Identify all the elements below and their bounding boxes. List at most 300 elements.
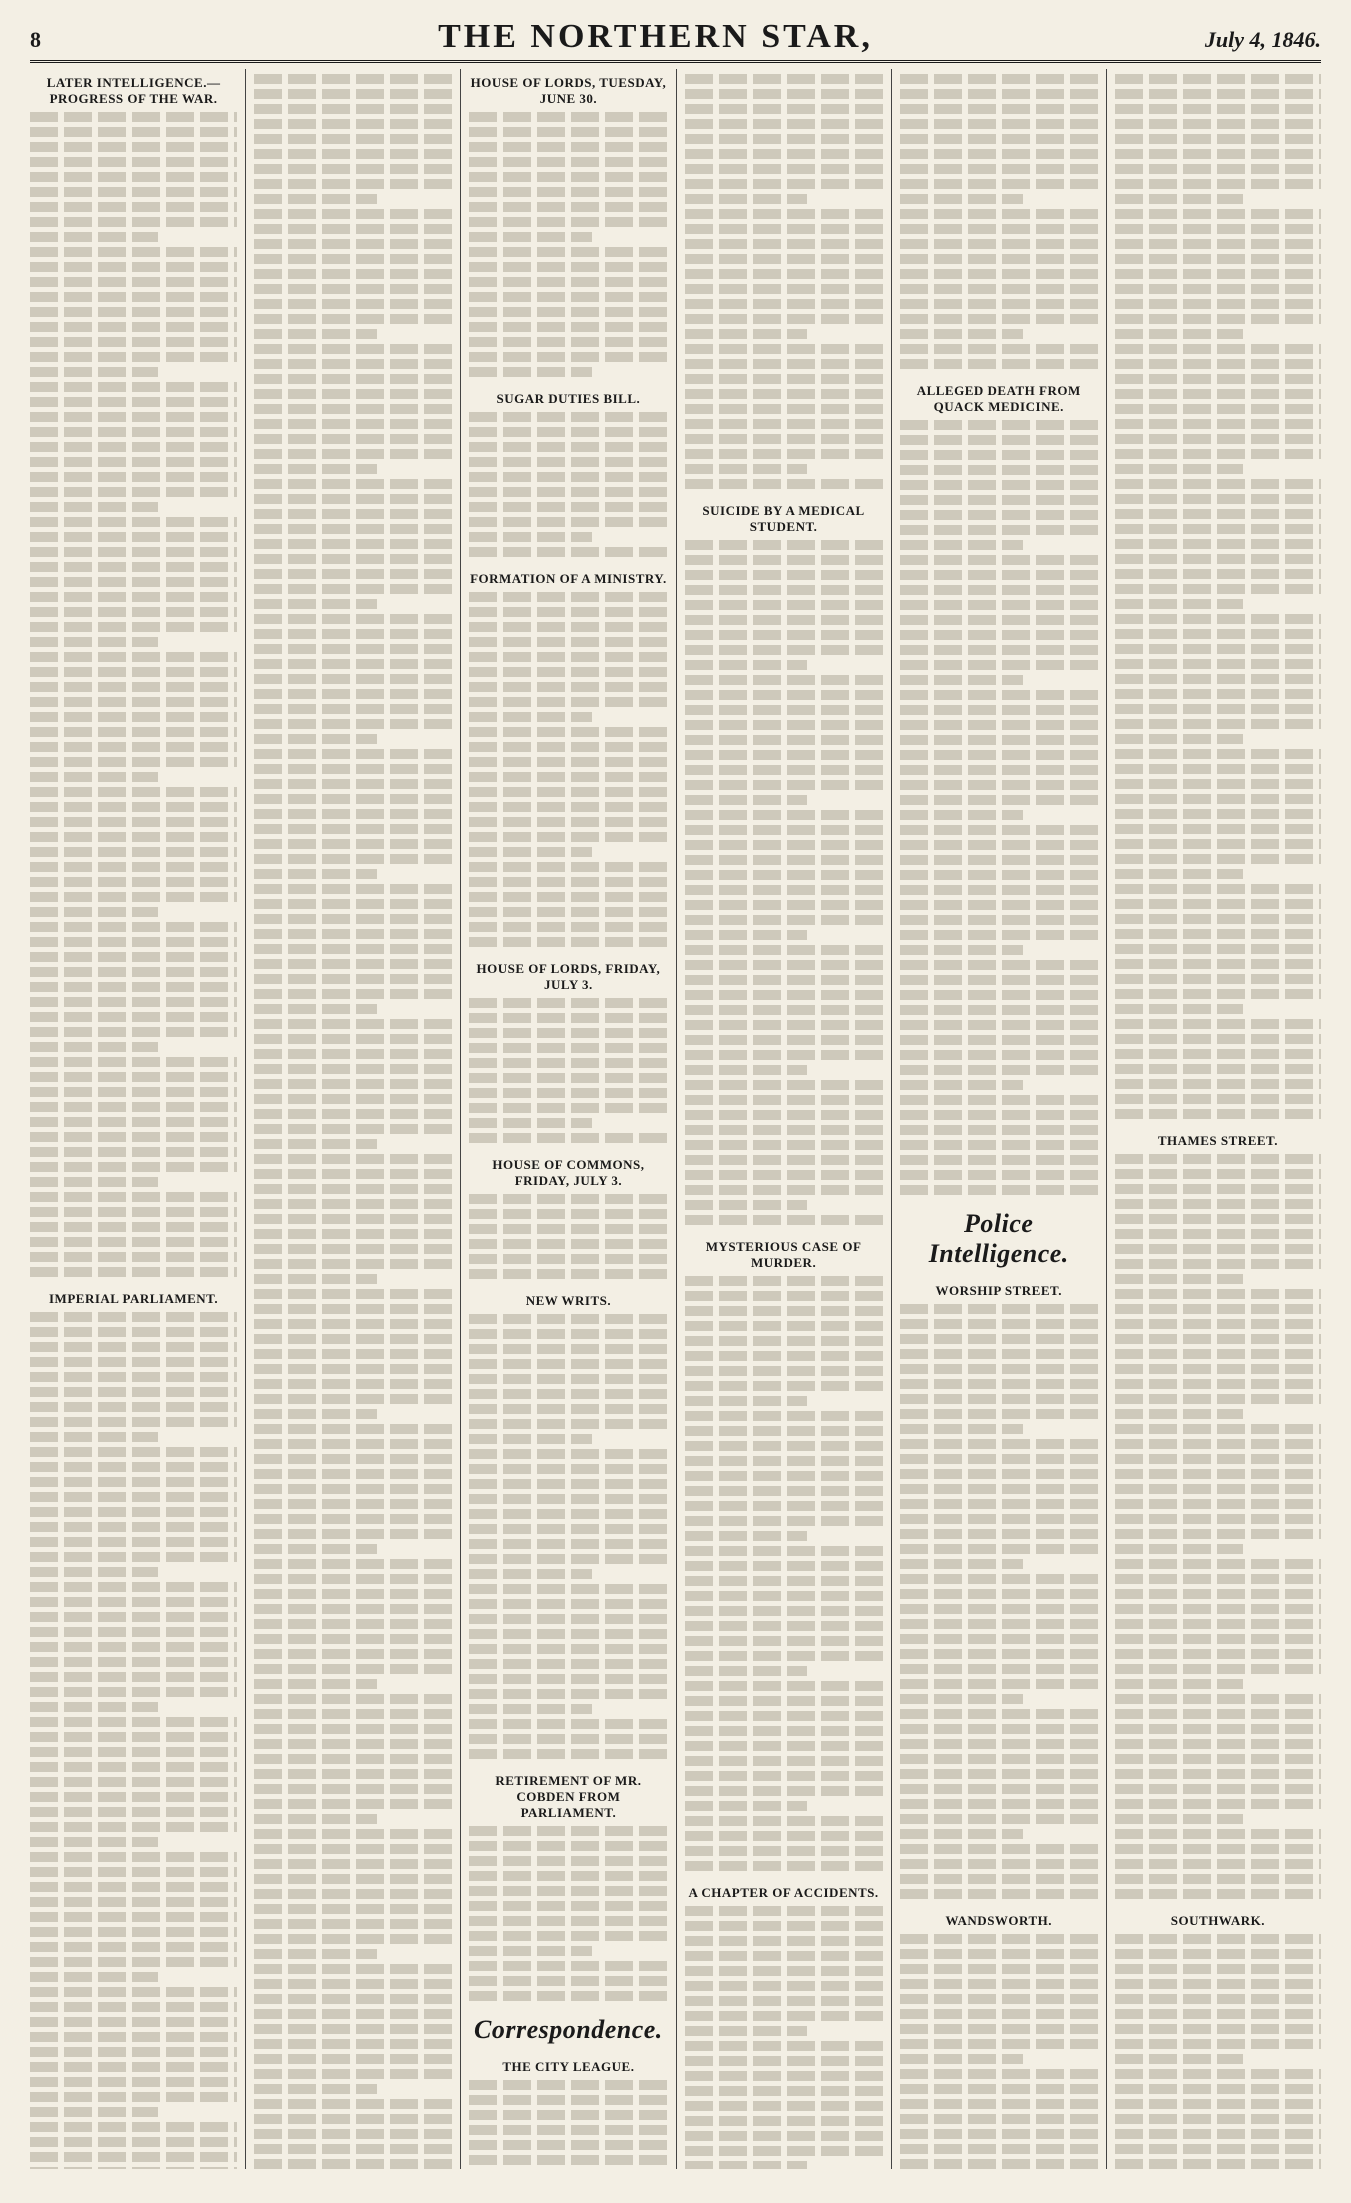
text-line-placeholder xyxy=(30,1207,237,1217)
text-line-placeholder xyxy=(900,615,1098,625)
text-line-placeholder xyxy=(900,1709,1098,1719)
text-line-placeholder xyxy=(685,269,883,279)
text-line-placeholder xyxy=(30,1432,158,1442)
text-line-placeholder xyxy=(30,1807,237,1817)
text-line-placeholder xyxy=(1115,1109,1321,1119)
text-line-placeholder xyxy=(1115,209,1321,219)
text-line-placeholder xyxy=(254,2129,452,2139)
text-line-placeholder xyxy=(254,254,452,264)
text-line-placeholder xyxy=(469,1826,667,1836)
text-line-placeholder xyxy=(254,1049,452,1059)
text-line-placeholder xyxy=(254,809,452,819)
text-line-placeholder xyxy=(1115,824,1321,834)
text-line-placeholder xyxy=(1115,389,1321,399)
text-line-placeholder xyxy=(254,989,452,999)
text-line-placeholder xyxy=(1115,1409,1243,1419)
text-line-placeholder xyxy=(254,584,452,594)
text-line-placeholder xyxy=(30,472,237,482)
text-line-placeholder xyxy=(30,1627,237,1637)
text-line-placeholder xyxy=(30,1162,237,1172)
text-line-placeholder xyxy=(900,570,1098,580)
text-line-placeholder xyxy=(254,869,377,879)
text-line-placeholder xyxy=(685,359,883,369)
text-line-placeholder xyxy=(900,1784,1098,1794)
text-line-placeholder xyxy=(900,1589,1098,1599)
text-line-placeholder xyxy=(469,1449,667,1459)
text-line-placeholder xyxy=(685,1546,883,1556)
text-line-placeholder xyxy=(469,937,667,947)
text-line-placeholder xyxy=(254,1979,452,1989)
text-line-placeholder xyxy=(469,697,667,707)
text-line-placeholder xyxy=(469,427,667,437)
text-line-placeholder xyxy=(30,2092,237,2102)
text-line-placeholder xyxy=(469,1404,667,1414)
text-line-placeholder xyxy=(254,359,452,369)
text-line-placeholder xyxy=(30,772,158,782)
text-line-placeholder xyxy=(1115,869,1243,879)
text-line-placeholder xyxy=(1115,1004,1243,1014)
text-line-placeholder xyxy=(900,1769,1098,1779)
text-line-placeholder xyxy=(254,374,452,384)
article xyxy=(469,571,667,947)
text-line-placeholder xyxy=(30,292,237,302)
column-3 xyxy=(460,69,675,2169)
article xyxy=(900,1209,1098,1269)
text-line-placeholder xyxy=(685,434,883,444)
text-line-placeholder xyxy=(900,1319,1098,1329)
text-line-placeholder xyxy=(254,1769,452,1779)
text-line-placeholder xyxy=(685,389,883,399)
text-line-placeholder xyxy=(469,367,592,377)
text-line-placeholder xyxy=(469,757,667,767)
text-line-placeholder xyxy=(900,1304,1098,1314)
text-line-placeholder xyxy=(469,1494,667,1504)
text-line-placeholder xyxy=(30,337,237,347)
article xyxy=(685,1239,883,1871)
text-line-placeholder xyxy=(254,929,452,939)
text-line-placeholder xyxy=(30,532,237,542)
text-line-placeholder xyxy=(900,2024,1098,2034)
article xyxy=(30,75,237,1277)
text-line-placeholder xyxy=(30,2077,237,2087)
text-line-placeholder xyxy=(1115,194,1243,204)
text-line-placeholder xyxy=(254,2009,452,2019)
text-line-placeholder xyxy=(900,1979,1098,1989)
text-line-placeholder xyxy=(254,1214,452,1224)
text-line-placeholder xyxy=(30,1792,237,1802)
text-line-placeholder xyxy=(1115,1949,1321,1959)
text-line-placeholder xyxy=(254,1514,452,1524)
text-line-placeholder xyxy=(685,1966,883,1976)
text-line-placeholder xyxy=(900,1454,1098,1464)
text-line-placeholder xyxy=(254,749,452,759)
text-line-placeholder xyxy=(469,998,667,1008)
text-line-placeholder xyxy=(30,1927,237,1937)
text-line-placeholder xyxy=(900,870,1098,880)
text-line-placeholder xyxy=(685,1200,808,1210)
article-heading: SOUTHWARK. xyxy=(1170,1913,1266,1928)
text-line-placeholder xyxy=(30,937,237,947)
paper-title: THE NORTHERN STAR, xyxy=(438,18,873,55)
text-line-placeholder xyxy=(1115,1319,1321,1329)
text-line-placeholder xyxy=(469,742,667,752)
text-line-placeholder xyxy=(900,1349,1098,1359)
text-line-placeholder xyxy=(254,719,452,729)
text-line-placeholder xyxy=(900,2039,1098,2049)
text-line-placeholder xyxy=(30,1462,237,1472)
text-line-placeholder xyxy=(254,704,452,714)
text-line-placeholder xyxy=(685,1396,808,1406)
text-line-placeholder xyxy=(254,569,452,579)
text-line-placeholder xyxy=(685,960,883,970)
article-heading: RETIREMENT OF MR. COBDEN FROM PARLIAMENT. xyxy=(495,1773,642,1820)
text-line-placeholder xyxy=(900,1559,1023,1569)
text-line-placeholder xyxy=(30,1882,237,1892)
article-heading: HOUSE OF LORDS, TUESDAY, JUNE 30. xyxy=(470,75,667,106)
text-line-placeholder xyxy=(900,209,1098,219)
text-line-placeholder xyxy=(30,1777,237,1787)
text-line-placeholder xyxy=(685,1501,883,1511)
text-line-placeholder xyxy=(254,1814,377,1824)
text-line-placeholder xyxy=(469,1961,667,1971)
text-line-placeholder xyxy=(469,1644,667,1654)
text-line-placeholder xyxy=(469,787,667,797)
text-line-placeholder xyxy=(1115,719,1321,729)
text-line-placeholder xyxy=(30,562,237,572)
text-line-placeholder xyxy=(900,1170,1098,1180)
text-line-placeholder xyxy=(900,224,1098,234)
article xyxy=(469,2015,667,2045)
text-line-placeholder xyxy=(30,1987,237,1997)
text-line-placeholder xyxy=(469,247,667,257)
text-line-placeholder xyxy=(1115,1829,1321,1839)
text-line-placeholder xyxy=(254,1439,452,1449)
text-line-placeholder xyxy=(469,1719,667,1729)
text-line-placeholder xyxy=(254,1259,452,1269)
text-line-placeholder xyxy=(900,1439,1098,1449)
text-line-placeholder xyxy=(900,720,1098,730)
text-line-placeholder xyxy=(254,764,452,774)
text-line-placeholder xyxy=(900,1844,1098,1854)
text-line-placeholder xyxy=(30,832,237,842)
text-line-placeholder xyxy=(685,404,883,414)
text-line-placeholder xyxy=(469,1359,667,1369)
text-line-placeholder xyxy=(685,1576,883,1586)
text-line-placeholder xyxy=(1115,1499,1321,1509)
text-line-placeholder xyxy=(900,945,1023,955)
text-line-placeholder xyxy=(1115,2129,1321,2139)
text-line-placeholder xyxy=(30,172,237,182)
text-line-placeholder xyxy=(254,1739,452,1749)
text-line-placeholder xyxy=(469,1916,667,1926)
text-line-placeholder xyxy=(1115,1094,1321,1104)
text-line-placeholder xyxy=(685,2041,883,2051)
text-line-placeholder xyxy=(30,1867,237,1877)
text-line-placeholder xyxy=(469,172,667,182)
text-line-placeholder xyxy=(30,2017,237,2027)
text-line-placeholder xyxy=(685,149,883,159)
text-line-placeholder xyxy=(900,2054,1023,2064)
text-line-placeholder xyxy=(254,1724,452,1734)
text-line-placeholder xyxy=(1115,959,1321,969)
text-line-placeholder xyxy=(1115,899,1321,909)
text-line-placeholder xyxy=(254,599,377,609)
column-4 xyxy=(676,69,891,2169)
text-line-placeholder xyxy=(685,1816,883,1826)
text-line-placeholder xyxy=(1115,1169,1321,1179)
text-line-placeholder xyxy=(469,1931,667,1941)
text-line-placeholder xyxy=(685,449,883,459)
text-line-placeholder xyxy=(30,277,237,287)
text-line-placeholder xyxy=(1115,839,1321,849)
text-line-placeholder xyxy=(254,2039,452,2049)
text-line-placeholder xyxy=(469,1329,667,1339)
text-line-placeholder xyxy=(685,2071,883,2081)
text-line-placeholder xyxy=(900,149,1098,159)
text-line-placeholder xyxy=(254,1784,452,1794)
text-line-placeholder xyxy=(30,1042,158,1052)
text-line-placeholder xyxy=(685,570,883,580)
text-line-placeholder xyxy=(685,164,883,174)
text-line-placeholder xyxy=(30,352,237,362)
text-line-placeholder xyxy=(685,795,808,805)
text-line-placeholder xyxy=(30,1417,237,1427)
text-line-placeholder xyxy=(30,1702,158,1712)
text-line-placeholder xyxy=(685,2101,883,2111)
text-line-placeholder xyxy=(1115,794,1321,804)
text-line-placeholder xyxy=(685,2116,883,2126)
text-line-placeholder xyxy=(30,547,237,557)
text-line-placeholder xyxy=(1115,1634,1321,1644)
text-line-placeholder xyxy=(254,1349,452,1359)
article xyxy=(900,74,1098,369)
article xyxy=(900,1283,1098,1899)
text-line-placeholder xyxy=(685,705,883,715)
text-line-placeholder xyxy=(30,1507,237,1517)
text-line-placeholder xyxy=(900,1125,1098,1135)
text-line-placeholder xyxy=(685,1696,883,1706)
text-line-placeholder xyxy=(469,1088,667,1098)
text-line-placeholder xyxy=(1115,314,1321,324)
text-line-placeholder xyxy=(254,299,452,309)
text-line-placeholder xyxy=(685,464,808,474)
text-line-placeholder xyxy=(900,1934,1098,1944)
text-line-placeholder xyxy=(469,652,667,662)
text-line-placeholder xyxy=(469,1539,667,1549)
text-line-placeholder xyxy=(685,780,883,790)
text-line-placeholder xyxy=(900,314,1098,324)
text-line-placeholder xyxy=(1115,1574,1321,1584)
text-line-placeholder xyxy=(30,397,237,407)
text-line-placeholder xyxy=(469,127,667,137)
text-line-placeholder xyxy=(1115,119,1321,129)
text-line-placeholder xyxy=(1115,1154,1321,1164)
text-line-placeholder xyxy=(254,1829,452,1839)
text-line-placeholder xyxy=(1115,2099,1321,2109)
text-line-placeholder xyxy=(469,1569,592,1579)
text-line-placeholder xyxy=(254,1064,452,1074)
text-line-placeholder xyxy=(685,1771,883,1781)
text-line-placeholder xyxy=(1115,989,1321,999)
text-line-placeholder xyxy=(685,1095,883,1105)
text-line-placeholder xyxy=(469,1991,667,2001)
text-line-placeholder xyxy=(900,1409,1098,1419)
text-line-placeholder xyxy=(900,2009,1098,2019)
text-line-placeholder xyxy=(1115,1769,1321,1779)
text-line-placeholder xyxy=(469,907,667,917)
text-line-placeholder xyxy=(469,667,667,677)
text-line-placeholder xyxy=(685,374,883,384)
text-line-placeholder xyxy=(30,712,237,722)
text-line-placeholder xyxy=(685,1125,883,1135)
text-line-placeholder xyxy=(469,2110,667,2120)
article xyxy=(900,1913,1098,2169)
text-line-placeholder xyxy=(685,1591,883,1601)
text-line-placeholder xyxy=(469,1734,667,1744)
text-line-placeholder xyxy=(30,1342,237,1352)
text-line-placeholder xyxy=(685,810,883,820)
text-line-placeholder xyxy=(30,1597,237,1607)
text-line-placeholder xyxy=(30,787,237,797)
text-line-placeholder xyxy=(254,1319,452,1329)
article xyxy=(900,383,1098,1195)
text-line-placeholder xyxy=(900,1574,1098,1584)
text-line-placeholder xyxy=(1115,929,1321,939)
text-line-placeholder xyxy=(30,1252,237,1262)
text-line-placeholder xyxy=(900,1050,1098,1060)
text-line-placeholder xyxy=(900,750,1098,760)
text-line-placeholder xyxy=(254,1109,452,1119)
text-line-placeholder xyxy=(254,674,452,684)
text-line-placeholder xyxy=(469,472,667,482)
text-line-placeholder xyxy=(469,877,667,887)
text-line-placeholder xyxy=(254,914,452,924)
text-line-placeholder xyxy=(469,1674,667,1684)
text-line-placeholder xyxy=(469,1058,667,1068)
text-line-placeholder xyxy=(1115,134,1321,144)
text-line-placeholder xyxy=(469,1871,667,1881)
text-line-placeholder xyxy=(685,2056,883,2066)
text-line-placeholder xyxy=(685,945,883,955)
text-line-placeholder xyxy=(900,1829,1023,1839)
text-line-placeholder xyxy=(469,862,667,872)
text-line-placeholder xyxy=(254,1034,452,1044)
text-line-placeholder xyxy=(30,2032,237,2042)
text-line-placeholder xyxy=(1115,764,1321,774)
text-line-placeholder xyxy=(685,540,883,550)
text-line-placeholder xyxy=(685,1336,883,1346)
text-line-placeholder xyxy=(685,1996,883,2006)
text-line-placeholder xyxy=(1115,239,1321,249)
text-line-placeholder xyxy=(30,1357,237,1367)
text-line-placeholder xyxy=(900,1964,1098,1974)
article xyxy=(469,961,667,1143)
text-line-placeholder xyxy=(900,510,1098,520)
text-line-placeholder xyxy=(30,967,237,977)
text-line-placeholder xyxy=(900,2099,1098,2109)
text-line-placeholder xyxy=(685,239,883,249)
text-line-placeholder xyxy=(469,277,667,287)
text-line-placeholder xyxy=(469,2095,667,2105)
text-line-placeholder xyxy=(254,1664,452,1674)
text-line-placeholder xyxy=(254,1874,452,1884)
text-line-placeholder xyxy=(254,1154,452,1164)
text-line-placeholder xyxy=(900,1334,1098,1344)
text-line-placeholder xyxy=(469,187,667,197)
text-line-placeholder xyxy=(1115,1349,1321,1359)
text-line-placeholder xyxy=(469,622,667,632)
text-line-placeholder xyxy=(1115,2159,1321,2169)
text-line-placeholder xyxy=(254,419,452,429)
text-line-placeholder xyxy=(685,555,883,565)
article-heading: WORSHIP STREET. xyxy=(935,1283,1062,1298)
text-line-placeholder xyxy=(30,157,237,167)
text-line-placeholder xyxy=(685,1366,883,1376)
text-line-placeholder xyxy=(685,344,883,354)
text-line-placeholder xyxy=(30,1537,237,1547)
text-line-placeholder xyxy=(30,682,237,692)
text-line-placeholder xyxy=(254,209,452,219)
article xyxy=(685,74,883,489)
text-line-placeholder xyxy=(1115,599,1243,609)
text-line-placeholder xyxy=(1115,479,1321,489)
text-line-placeholder xyxy=(469,2140,667,2150)
text-line-placeholder xyxy=(900,1080,1023,1090)
text-line-placeholder xyxy=(900,915,1098,925)
text-line-placeholder xyxy=(30,592,237,602)
text-line-placeholder xyxy=(685,1456,883,1466)
article-heading: THAMES STREET. xyxy=(1157,1133,1278,1148)
text-line-placeholder xyxy=(254,1574,452,1584)
text-line-placeholder xyxy=(1115,494,1321,504)
text-line-placeholder xyxy=(685,1861,883,1871)
text-line-placeholder xyxy=(30,322,237,332)
text-line-placeholder xyxy=(469,847,592,857)
text-line-placeholder xyxy=(30,922,237,932)
text-line-placeholder xyxy=(254,524,452,534)
text-line-placeholder xyxy=(1115,464,1243,474)
text-line-placeholder xyxy=(685,1426,883,1436)
text-line-placeholder xyxy=(1115,1259,1321,1269)
text-line-placeholder xyxy=(469,892,667,902)
article-heading: FORMATION OF A MINISTRY. xyxy=(470,571,667,586)
text-line-placeholder xyxy=(1115,1964,1321,1974)
article xyxy=(469,1157,667,1279)
text-line-placeholder xyxy=(254,509,452,519)
text-line-placeholder xyxy=(900,1364,1098,1374)
text-line-placeholder xyxy=(685,1921,883,1931)
text-line-placeholder xyxy=(469,1901,667,1911)
text-line-placeholder xyxy=(30,1477,237,1487)
text-line-placeholder xyxy=(900,89,1098,99)
text-line-placeholder xyxy=(469,1374,667,1384)
column-6 xyxy=(1106,69,1321,2169)
text-line-placeholder xyxy=(30,1312,237,1322)
text-line-placeholder xyxy=(30,892,237,902)
text-line-placeholder xyxy=(254,269,452,279)
text-line-placeholder xyxy=(30,802,237,812)
text-line-placeholder xyxy=(685,1516,883,1526)
text-line-placeholder xyxy=(900,765,1098,775)
text-line-placeholder xyxy=(1115,1799,1321,1809)
article-heading: LATER INTELLIGENCE.—PROGRESS OF THE WAR. xyxy=(46,75,221,106)
text-line-placeholder xyxy=(1115,659,1321,669)
text-line-placeholder xyxy=(30,637,158,647)
text-line-placeholder xyxy=(1115,614,1321,624)
text-line-placeholder xyxy=(900,1694,1023,1704)
text-line-placeholder xyxy=(254,344,452,354)
text-line-placeholder xyxy=(254,89,452,99)
